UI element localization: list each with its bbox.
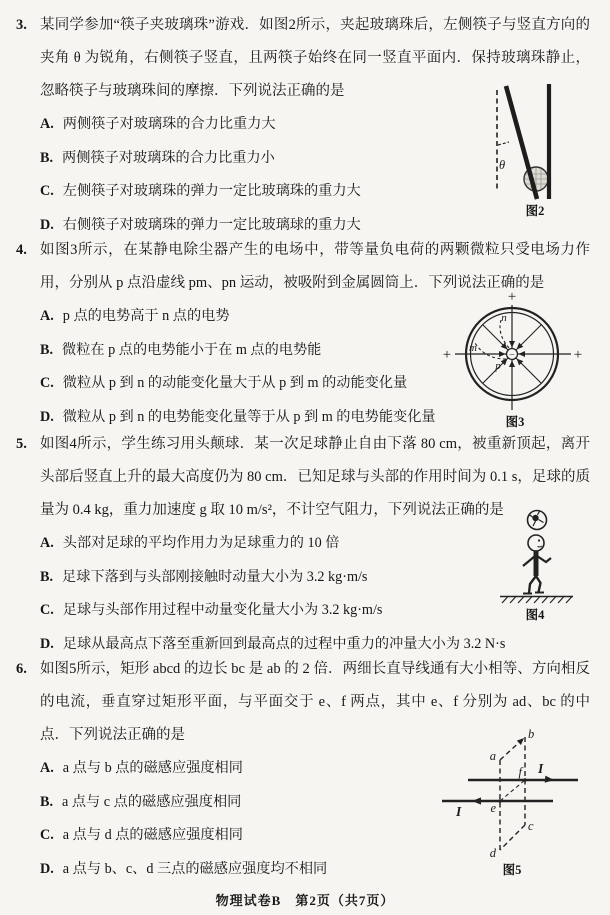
figure-3-precipitator-diagram (440, 288, 592, 426)
question-6-number: 6. (16, 661, 27, 677)
question-6-option-c: C. a 点与 d 点的磁感应强度相同 (40, 827, 243, 843)
question-4-option-a: A. p 点的电势高于 n 点的电势 (40, 308, 230, 324)
question-3-option-a: A. 两侧筷子对玻璃珠的合力比重力大 (40, 116, 276, 132)
particle-path-pm-dashed (475, 343, 506, 359)
question-6-option-a: A. a 点与 b 点的磁感应强度相同 (40, 760, 243, 776)
point-e-label: e (490, 801, 496, 815)
point-c-label: c (528, 819, 534, 833)
left-chopstick (506, 86, 537, 199)
question-3-number: 3. (16, 17, 27, 33)
figure-2-label: 图2 (525, 204, 545, 218)
figure-2-chopsticks-diagram (478, 82, 578, 207)
right-leg (536, 576, 541, 592)
upper-current-label: I (538, 761, 544, 776)
point-b-label: b (528, 727, 535, 741)
point-p-label: p (495, 360, 501, 372)
left-arm (523, 556, 535, 566)
question-4-option-c: C. 微粒从 p 到 n 的动能变化量大于从 p 到 m 的动能变化量 (40, 375, 408, 391)
question-5-option-a: A. 头部对足球的平均作用力为足球重力的 10 倍 (40, 535, 340, 551)
question-5-number: 5. (16, 436, 27, 452)
question-4-stem: 如图3所示，在某静电除尘器产生的电场中，带等量负电荷的两颗微粒只受电场力作用，分别从 p 点沿虚线 pm、pn 运动，被吸附到金属圆筒上．下列说法正确的是 (40, 242, 590, 291)
question-6-option-d: D. a 点与 b、c、d 三点的磁感应强度均不相同 (40, 860, 328, 877)
question-5-option-d: D. 足球从最高点下落至重新回到最高点的过程中重力的冲量大小为 3.2 N·s (40, 635, 506, 652)
rectangle-abcd-dashed (500, 737, 525, 850)
ground (500, 597, 573, 604)
plus-sign-right: + (573, 347, 583, 363)
question-3-stem: 某同学参加“筷子夹玻璃珠”游戏．如图2所示，夹起玻璃珠后，左侧筷子与竖直方向的夹角 θ 为锐角，右侧筷子竖直，且两筷子始终在同一竖直平面内．保持玻璃珠静止，忽略筷子与玻璃珠间的摩擦．下列说法正确的是 (40, 17, 590, 99)
minus-sign: − (509, 350, 515, 361)
figure-5-wires-rectangle-diagram (438, 723, 610, 863)
point-f-label: f (518, 765, 522, 779)
question-6-stem: 如图5所示，矩形 abcd 的边长 bc 是 ab 的 2 倍．两细长直导线通有大小相等、方向相反的电流，垂直穿过矩形平面，与平面交于 e、f 两点，其中 e、f 分别为 ad、bc 的中点．下列说法正确的是 (40, 661, 590, 743)
point-m-label: m (469, 342, 477, 354)
point-f-dot (523, 778, 527, 782)
page-footer: 物理试卷B 第2页（共7页） (215, 893, 395, 908)
angle-dashed-tick (498, 142, 509, 145)
figure-3-label: 图3 (505, 415, 525, 429)
lower-current-label: I (456, 804, 462, 819)
figure-4-heading-ball-diagram (492, 503, 582, 607)
figure-5-label: 图5 (502, 863, 522, 877)
mouth (538, 546, 543, 547)
left-leg (529, 576, 536, 593)
feet (523, 593, 544, 594)
lower-current-arrow (472, 797, 481, 804)
question-5-option-b: B. 足球下落到与头部刚接触时动量大小为 3.2 kg·m/s (40, 568, 368, 585)
question-4-option-b: B. 微粒在 p 点的电势能小于在 m 点的电势能 (40, 341, 322, 358)
theta-angle-label: θ (499, 158, 506, 172)
point-d-label: d (489, 846, 496, 860)
question-3-option-b: B. 两侧筷子对玻璃珠的合力比重力小 (40, 149, 275, 166)
point-a-label: a (489, 749, 496, 763)
head (528, 535, 544, 551)
figure-4-label: 图4 (525, 608, 545, 622)
upper-current-arrow (545, 776, 555, 784)
question-4-option-d: D. 微粒从 p 到 n 的电势能变化量等于从 p 到 m 的电势能变化量 (40, 408, 436, 425)
question-5-option-c: C. 足球与头部作用过程中动量变化量大小为 3.2 kg·m/s (40, 602, 383, 618)
question-5-stem: 如图4所示，学生练习用头颠球．某一次足球静止自由下落 80 cm，被重新顶起，离开头部后竖直上升的最大高度仍为 80 cm．已知足球与头部的作用时间为 0.1 s，足球的质量为 0.4 kg，重力加速度 g 取 10 m/s²，不计空气阻力，下列说法正确的是 (40, 436, 590, 518)
question-3-option-d: D. 右侧筷子对玻璃珠的弹力一定比玻璃球的重力大 (40, 216, 361, 233)
question-3-option-c: C. 左侧筷子对玻璃珠的弹力一定比玻璃珠的重力大 (40, 183, 361, 199)
eye (538, 539, 540, 541)
student-stick-figure (523, 535, 551, 594)
right-arm (537, 556, 551, 562)
point-e-dot (498, 799, 502, 803)
plus-sign-left: + (442, 347, 452, 363)
soccer-ball (528, 511, 547, 530)
question-6-option-b: B. a 点与 c 点的磁感应强度相同 (40, 793, 242, 810)
plus-sign-top: + (507, 289, 517, 305)
point-n-label: n (501, 312, 507, 324)
ef-dashed-line (500, 780, 525, 801)
question-4-number: 4. (16, 242, 27, 258)
